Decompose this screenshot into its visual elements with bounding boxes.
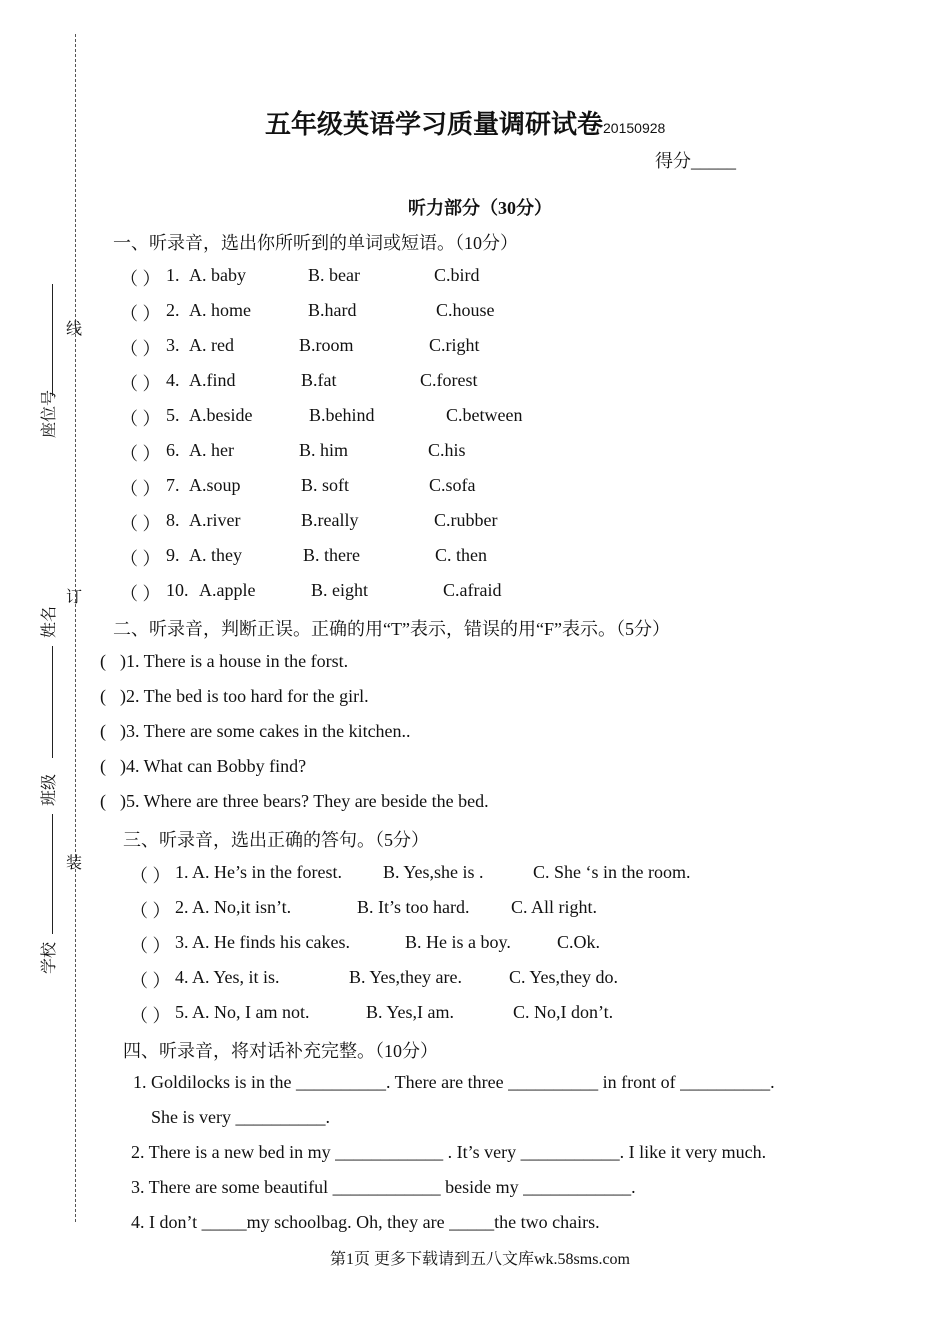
item-number: 6. [166, 440, 180, 460]
fill-line-1: 1. Goldilocks is in the __________. There are three __________ in front of __________. [133, 1072, 775, 1092]
item-number: 3. [166, 335, 180, 355]
option-c: C.rubber [434, 510, 498, 530]
listening-section-title: 听力部分（30分） [408, 198, 552, 218]
option-c: C.Ok. [557, 932, 601, 952]
list-item [100, 791, 489, 812]
option-b: B.hard [308, 300, 357, 320]
exam-title-row [265, 104, 665, 141]
item-number: 2. [166, 300, 180, 320]
option-a: A.soup [189, 475, 241, 495]
option-b: B. soft [301, 475, 350, 495]
section3-heading: 三、听录音，选出正确的答句。（5分） [123, 830, 429, 850]
answer-bracket: ( [100, 791, 106, 811]
option-a: A. they [189, 545, 242, 565]
fill-line-3: 3. There are some beautiful ____________ beside my ____________. [131, 1177, 636, 1197]
option-a: A. her [189, 440, 234, 460]
answer-bracket: ( [100, 721, 106, 741]
option-a: A. red [189, 335, 234, 355]
item-number: 10. [166, 580, 189, 600]
item-number: 8. [166, 510, 180, 530]
option-a: 2. A. No,it isn’t. [175, 897, 292, 917]
fill-line-4: 4. I don’t _____my schoolbag. Oh, they are _____the two chairs. [131, 1212, 600, 1232]
option-a: 5. A. No, I am not. [175, 1002, 310, 1022]
answer-bracket: （ ） [130, 1006, 171, 1026]
section2-heading: 二、听录音，判断正误。正确的用“T”表示，错误的用“F”表示。（5分） [113, 619, 670, 639]
answer-bracket: ( [100, 651, 106, 671]
option-a: A. home [189, 300, 251, 320]
item-number: 4. [166, 370, 180, 390]
answer-bracket: （ ） [120, 549, 161, 569]
list-item [100, 651, 348, 672]
option-c: C. then [435, 545, 487, 565]
answer-bracket: （ ） [120, 339, 161, 359]
fill-line-1b: She is very __________. [151, 1107, 330, 1127]
statement-text: )4. What can Bobby find? [120, 756, 307, 776]
option-b: B. Yes,I am. [366, 1002, 455, 1022]
page-footer: 第1页 更多下载请到五八文库wk.58sms.com [330, 1251, 631, 1268]
option-a: A.find [189, 370, 236, 390]
answer-bracket: （ ） [130, 901, 171, 921]
option-c: C.forest [420, 370, 478, 390]
option-b: B.behind [309, 405, 375, 425]
answer-bracket: （ ） [120, 514, 161, 534]
option-c: C.sofa [429, 475, 476, 495]
option-c: C.bird [434, 265, 480, 285]
answer-bracket: （ ） [120, 444, 161, 464]
list-item [100, 686, 369, 707]
answer-bracket: （ ） [130, 936, 171, 956]
exam-date: 20150928 [603, 120, 666, 136]
option-c: C. Yes,they do. [509, 967, 619, 987]
section1-heading: 一、听录音，选出你所听到的单词或短语。（10分） [113, 233, 518, 253]
option-a: A.river [189, 510, 241, 530]
answer-bracket: （ ） [130, 971, 171, 991]
answer-bracket: （ ） [120, 409, 161, 429]
answer-bracket: ( [100, 686, 106, 706]
class-label: 班级 [41, 773, 58, 806]
option-b: B. Yes,they are. [349, 967, 462, 987]
margin-mark-line: 线 [66, 321, 83, 338]
answer-bracket: （ ） [120, 584, 161, 604]
option-b: B.room [299, 335, 354, 355]
option-c: C.his [428, 440, 466, 460]
item-number: 1. [166, 265, 180, 285]
option-c: C. All right. [511, 897, 598, 917]
answer-bracket: ( [100, 756, 106, 776]
binding-dashed-line [75, 34, 76, 1222]
item-number: 9. [166, 545, 180, 565]
option-b: B. him [299, 440, 349, 460]
option-b: B. It’s too hard. [357, 897, 470, 917]
margin-mark-ding: 订 [66, 589, 83, 606]
option-a: 3. A. He finds his cakes. [175, 932, 350, 952]
class-underline [52, 814, 53, 934]
option-a: A.beside [189, 405, 253, 425]
margin-mark-zhuang: 装 [66, 855, 83, 872]
seat-number-label: 座位号 [41, 389, 58, 438]
option-c: C.right [429, 335, 480, 355]
seat-underline [52, 284, 53, 396]
name-label: 姓名 [41, 605, 58, 638]
option-b: B. eight [311, 580, 368, 600]
exam-title: 五年级英语学习质量调研试卷 [265, 110, 604, 140]
option-b: B. bear [308, 265, 360, 285]
score-field: 得分_____ [655, 151, 736, 171]
answer-bracket: （ ） [120, 269, 161, 289]
name-underline [52, 646, 53, 758]
fill-line-2: 2. There is a new bed in my ____________ . It’s very ___________. I like it very much. [131, 1142, 767, 1162]
option-c: C. No,I don’t. [513, 1002, 614, 1022]
statement-text: )5. Where are three bears? They are beside the bed. [120, 791, 489, 811]
option-c: C.afraid [443, 580, 502, 600]
answer-bracket: （ ） [120, 304, 161, 324]
section4-heading: 四、听录音，将对话补充完整。（10分） [123, 1041, 438, 1061]
item-number: 7. [166, 475, 180, 495]
option-a: A.apple [199, 580, 256, 600]
option-c: C.house [436, 300, 495, 320]
answer-bracket: （ ） [120, 374, 161, 394]
option-a: 4. A. Yes, it is. [175, 967, 280, 987]
statement-text: )1. There is a house in the forst. [120, 651, 349, 671]
option-c: C.between [446, 405, 523, 425]
item-number: 5. [166, 405, 180, 425]
statement-text: )2. The bed is too hard for the girl. [120, 686, 369, 706]
option-b: B.fat [301, 370, 337, 390]
option-b: B. there [303, 545, 360, 565]
school-label: 学校 [41, 941, 58, 974]
statement-text: )3. There are some cakes in the kitchen.. [120, 721, 411, 741]
option-c: C. She ‘s in the room. [533, 862, 691, 882]
option-b: B.really [301, 510, 359, 530]
option-b: B. He is a boy. [405, 932, 511, 952]
option-a: A. baby [189, 265, 246, 285]
list-item [100, 721, 411, 742]
answer-bracket: （ ） [130, 866, 171, 886]
option-b: B. Yes,she is . [383, 862, 484, 882]
answer-bracket: （ ） [120, 479, 161, 499]
option-a: 1. A. He’s in the forest. [175, 862, 342, 882]
list-item [100, 756, 306, 777]
